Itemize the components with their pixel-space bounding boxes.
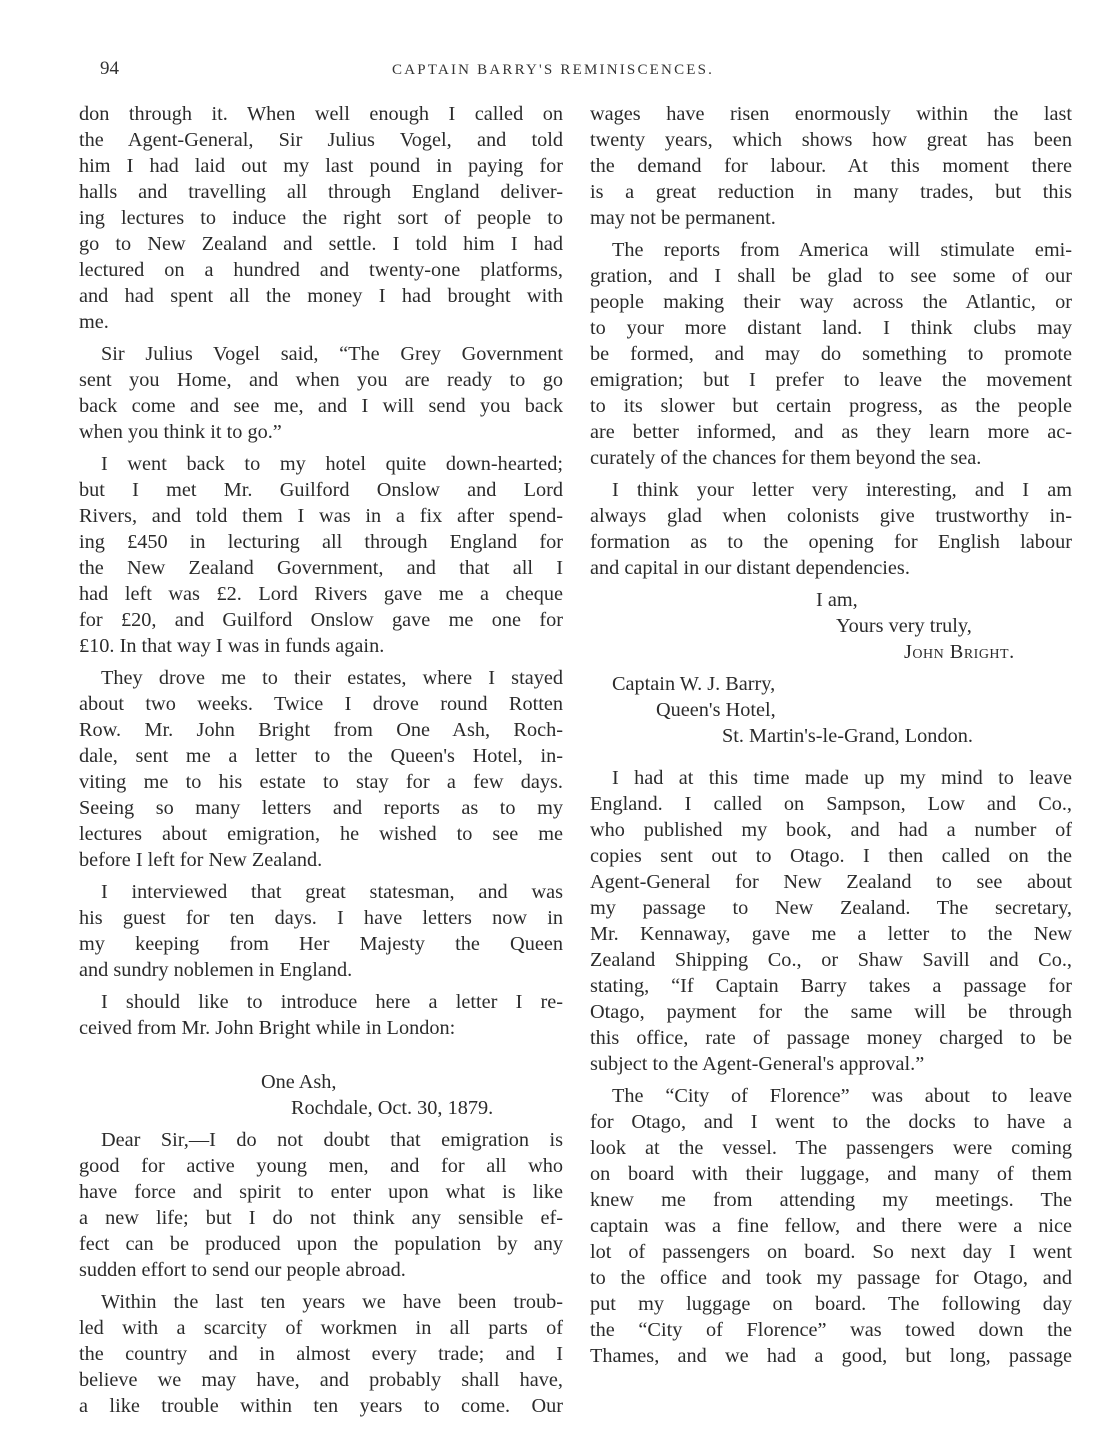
text-line: and sundry noblemen in England.: [79, 959, 353, 981]
paragraph: [590, 1083, 1072, 1369]
text-line: may not be permanent.: [590, 207, 776, 229]
text-line: I interviewed that great statesman, and was: [101, 881, 563, 903]
text-line: put my luggage on board. The following day: [590, 1293, 1072, 1315]
right-column: [590, 101, 1072, 1369]
left-column: [79, 101, 563, 1419]
text-line: his guest for ten days. I have letters now in: [79, 907, 563, 929]
text-line: about two weeks. Twice I drove round Rotten: [79, 693, 563, 715]
letter-closing: [590, 587, 1072, 665]
text-line: to the office and took my passage for Otago, and: [590, 1267, 1072, 1289]
text-line: sent you Home, and when you are ready to go: [79, 369, 563, 391]
running-head: [0, 58, 1114, 88]
text-line: me.: [79, 311, 109, 333]
paragraph: [79, 1289, 563, 1419]
text-line: captain was a fine fellow, and there were a nice: [590, 1215, 1072, 1237]
text-line: I should like to introduce here a letter I re-: [101, 991, 563, 1013]
text-line: for Otago, and I went to the docks to have a: [590, 1111, 1072, 1133]
text-line: Seeing so many letters and reports as to my: [79, 797, 563, 819]
text-line: subject to the Agent-General's approval.”: [590, 1053, 925, 1075]
paragraph: [79, 451, 563, 659]
text-line: Sir Julius Vogel said, “The Grey Government: [101, 343, 563, 365]
text-line: this office, rate of passage money charged to be: [590, 1027, 1072, 1049]
text-line: I had at this time made up my mind to leave: [612, 767, 1072, 789]
text-line: ing £450 in lecturing all through England for: [79, 531, 563, 553]
text-line: back come and see me, and I will send you back: [79, 395, 563, 417]
text-line: England. I called on Sampson, Low and Co.,: [590, 793, 1072, 815]
text-line: but I met Mr. Guilford Onslow and Lord: [79, 479, 563, 501]
text-line: £10. In that way I was in funds again.: [79, 635, 385, 657]
text-line: is a great reduction in many trades, but this: [590, 181, 1072, 203]
addressee-line: Queen's Hotel,: [656, 699, 776, 721]
text-line: formation as to the opening for English labour: [590, 531, 1072, 553]
text-line: ing lectures to induce the right sort of people to: [79, 207, 563, 229]
text-line: ceived from Mr. John Bright while in London:: [79, 1017, 456, 1039]
text-line: halls and travelling all through England deliver-: [79, 181, 563, 203]
text-line: had left was £2. Lord Rivers gave me a cheque: [79, 583, 563, 605]
paragraph: [79, 341, 563, 445]
text-line: the “City of Florence” was towed down the: [590, 1319, 1072, 1341]
text-line: are better informed, and as they learn more ac-: [590, 421, 1072, 443]
paragraph: [590, 101, 1072, 231]
page-number: 94: [100, 58, 119, 79]
text-line: the country and in almost every trade; and I: [79, 1343, 563, 1365]
text-line: my keeping from Her Majesty the Queen: [79, 933, 563, 955]
paragraph: [79, 1127, 563, 1283]
paragraph: [590, 765, 1072, 1077]
text-line: good for active young men, and for all who: [79, 1155, 563, 1177]
text-line: lectures about emigration, he wished to see me: [79, 823, 563, 845]
text-line: people making their way across the Atlantic, or: [590, 291, 1072, 313]
paragraph: [79, 665, 563, 873]
paragraph: [79, 101, 563, 335]
text-line: I went back to my hotel quite down-hearted;: [101, 453, 563, 475]
text-line: They drove me to their estates, where I stayed: [101, 667, 563, 689]
text-line: lot of passengers on board. So next day I went: [590, 1241, 1072, 1263]
paragraph: [79, 989, 563, 1041]
text-line: on board with their luggage, and many of them: [590, 1163, 1072, 1185]
addressee-line: St. Martin's-le-Grand, London.: [722, 725, 973, 747]
address-line: Rochdale, Oct. 30, 1879.: [291, 1097, 494, 1119]
letter-address: [79, 1069, 563, 1121]
text-line: go to New Zealand and settle. I told him I had: [79, 233, 563, 255]
paragraph: [590, 477, 1072, 581]
text-line: be formed, and may do something to promote: [590, 343, 1072, 365]
signature: John Bright.: [904, 641, 1015, 663]
text-line: lectured on a hundred and twenty-one platforms,: [79, 259, 563, 281]
text-line: look at the vessel. The passengers were coming: [590, 1137, 1072, 1159]
text-line: to its slower but certain progress, as the people: [590, 395, 1072, 417]
text-line: Row. Mr. John Bright from One Ash, Roch-: [79, 719, 563, 741]
text-line: emigration; but I prefer to leave the movement: [590, 369, 1072, 391]
text-line: Otago, payment for the same will be through: [590, 1001, 1072, 1023]
text-line: my passage to New Zealand. The secretary,: [590, 897, 1072, 919]
text-line: a new life; but I do not think any sensible ef-: [79, 1207, 563, 1229]
text-line: before I left for New Zealand.: [79, 849, 323, 871]
text-line: to your more distant land. I think clubs may: [590, 317, 1072, 339]
text-line: led with a scarcity of workmen in all parts of: [79, 1317, 563, 1339]
paragraph: [79, 879, 563, 983]
paragraph: [590, 237, 1072, 471]
text-line: Zealand Shipping Co., or Shaw Savill and Co.,: [590, 949, 1072, 971]
text-line: sudden effort to send our people abroad.: [79, 1259, 406, 1281]
text-line: when you think it to go.”: [79, 421, 282, 443]
text-line: Thames, and we had a good, but long, passage: [590, 1345, 1072, 1367]
text-line: always glad when colonists give trustworthy in-: [590, 505, 1072, 527]
closing-line: I am,: [816, 589, 858, 611]
text-line: for £20, and Guilford Onslow gave me one for: [79, 609, 563, 631]
text-line: The “City of Florence” was about to leave: [612, 1085, 1072, 1107]
text-line: copies sent out to Otago. I then called on the: [590, 845, 1072, 867]
text-line: Mr. Kennaway, gave me a letter to the New: [590, 923, 1072, 945]
text-line: twenty years, which shows how great has been: [590, 129, 1072, 151]
text-line: Dear Sir,—I do not doubt that emigration is: [101, 1129, 563, 1151]
text-line: and had spent all the money I had brought with: [79, 285, 563, 307]
text-line: knew me from attending my meetings. The: [590, 1189, 1072, 1211]
running-title: CAPTAIN BARRY'S REMINISCENCES.: [392, 62, 715, 78]
text-line: Within the last ten years we have been troub-: [101, 1291, 563, 1313]
text-line: curately of the chances for them beyond the sea.: [590, 447, 982, 469]
text-line: him I had laid out my last pound in paying for: [79, 155, 563, 177]
text-line: who published my book, and had a number of: [590, 819, 1072, 841]
text-line: dale, sent me a letter to the Queen's Hotel, in-: [79, 745, 563, 767]
text-line: believe we may have, and probably shall have,: [79, 1369, 563, 1391]
text-line: I think your letter very interesting, and I am: [612, 479, 1072, 501]
closing-line: Yours very truly,: [836, 615, 972, 637]
addressee-line: Captain W. J. Barry,: [612, 673, 776, 695]
address-line: One Ash,: [261, 1071, 337, 1093]
text-line: fect can be produced upon the population by any: [79, 1233, 563, 1255]
text-line: and capital in our distant dependencies.: [590, 557, 910, 579]
text-line: don through it. When well enough I called on: [79, 103, 563, 125]
text-line: stating, “If Captain Barry takes a passage for: [590, 975, 1072, 997]
text-line: The reports from America will stimulate emi-: [612, 239, 1072, 261]
text-line: the Agent-General, Sir Julius Vogel, and told: [79, 129, 563, 151]
text-line: have force and spirit to enter upon what is like: [79, 1181, 563, 1203]
text-line: the New Zealand Government, and that all I: [79, 557, 563, 579]
text-line: the demand for labour. At this moment there: [590, 155, 1072, 177]
text-line: Agent-General for New Zealand to see about: [590, 871, 1072, 893]
letter-addressee: [590, 671, 1072, 749]
text-line: gration, and I shall be glad to see some of our: [590, 265, 1072, 287]
text-line: viting me to his estate to stay for a few days.: [79, 771, 563, 793]
text-line: a like trouble within ten years to come. Our: [79, 1395, 563, 1417]
text-line: wages have risen enormously within the last: [590, 103, 1072, 125]
text-line: Rivers, and told them I was in a fix after spend-: [79, 505, 563, 527]
